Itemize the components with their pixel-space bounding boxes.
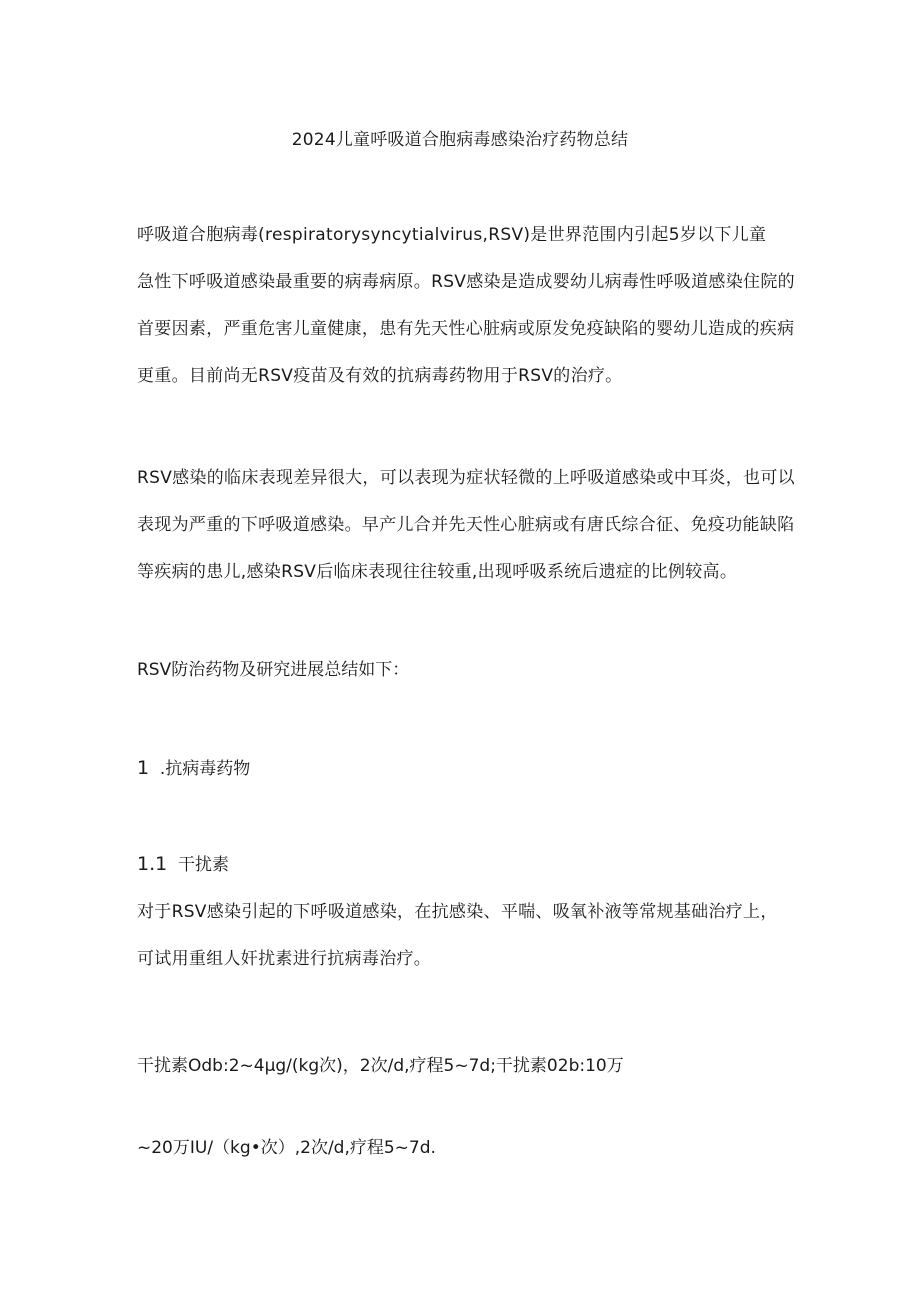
summary-intro: RSV防治药物及研究进展总结如下： — [137, 660, 410, 680]
intro-line-2: 急性下呼吸道感染最重要的病毒病原。RSV感染是造成婴幼儿病毒性呼吸道感染住院的 — [137, 272, 795, 292]
section-1-1-number: 1.1 — [137, 853, 168, 875]
document-title: 2024儿童呼吸道合胞病毒感染治疗药物总结 — [291, 130, 629, 150]
dosage-line-1: 干扰素Odb:2~4μg/(kg次)，2次/d,疗程5~7d;干扰素02b:10万 — [137, 1056, 624, 1076]
interferon-line-1: 对于RSV感染引起的下呼吸道感染，在抗感染、平喘、吸氧补液等常规基础治疗上， — [137, 902, 778, 922]
intro-line-3: 首要因素，严重危害儿童健康，患有先天性心脏病或原发免疫缺陷的婴幼儿造成的疾病 — [137, 319, 795, 339]
section-1-label: .抗病毒药物 — [159, 759, 251, 779]
clinical-line-1: RSV感染的临床表现差异很大，可以表现为症状轻微的上呼吸道感染或中耳炎，也可以 — [137, 468, 795, 488]
dosage-line-2: ~20万IU/（kg•次）,2次/d,疗程5~7d. — [137, 1138, 436, 1158]
intro-line-4: 更重。目前尚无RSV疫苗及有效的抗病毒药物用于RSV的治疗。 — [137, 366, 623, 386]
clinical-line-3: 等疾病的患儿,感染RSV后临床表现往往较重,出现呼吸系统后遗症的比例较高。 — [137, 562, 738, 582]
section-1-heading — [137, 756, 250, 781]
interferon-paragraph — [137, 889, 787, 983]
section-1-number: 1 — [137, 757, 150, 779]
clinical-line-2: 表现为严重的下呼吸道感染。早产儿合并先天性心脏病或有唐氏综合征、免疫功能缺陷 — [137, 515, 795, 535]
intro-line-1: 呼吸道合胞病毒(respiratorysyncytialvirus,RSV)是世界范围内引起5岁以下儿童 — [137, 225, 767, 245]
section-1-1-heading — [137, 852, 229, 877]
section-1-1-label: 干扰素 — [178, 855, 230, 875]
intro-paragraph — [137, 212, 795, 400]
clinical-paragraph — [137, 455, 795, 596]
interferon-line-2: 可试用重组人奸扰素进行抗病毒治疗。 — [137, 949, 432, 969]
